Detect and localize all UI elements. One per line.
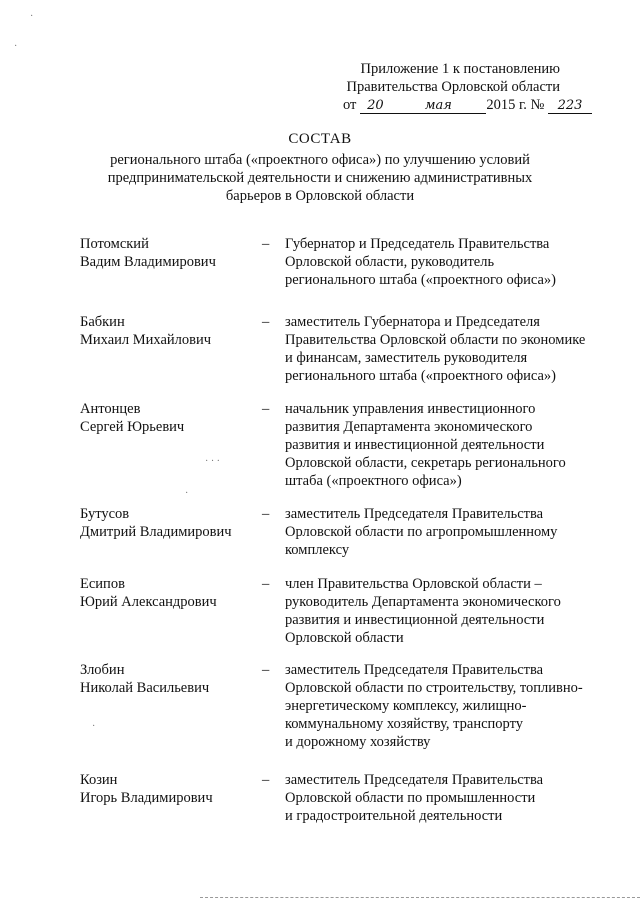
role-line: Орловской области, секретарь регионального: [285, 455, 566, 471]
decree-number-handwritten: 223: [548, 99, 592, 114]
role-line: заместитель Председателя Правительства: [285, 772, 544, 788]
role-line: Губернатор и Председатель Правительства: [285, 236, 550, 252]
member-dash: –: [262, 314, 270, 330]
appendix-line-2: Правительства Орловской области: [346, 79, 560, 95]
member-name: [80, 771, 255, 807]
title-subtitle-line: предпринимательской деятельности и снижению административных: [107, 170, 533, 186]
member-given-names: Вадим Владимирович: [80, 254, 216, 270]
scan-speck: ·: [185, 488, 189, 499]
member-given-names: Михаил Михайлович: [80, 332, 212, 348]
member-dash: –: [262, 662, 270, 678]
role-line: Орловской области: [285, 630, 404, 646]
role-line: член Правительства Орловской области –: [285, 576, 542, 592]
page-bottom-edge: [200, 897, 640, 898]
scan-speck: ·: [30, 11, 34, 22]
member-role: [285, 505, 610, 559]
member-dash: –: [262, 576, 270, 592]
member-surname: Есипов: [80, 576, 125, 592]
member-dash: –: [262, 772, 270, 788]
date-prefix: от: [342, 97, 357, 113]
member-given-names: Николай Васильевич: [80, 680, 210, 696]
member-name: [80, 400, 255, 436]
role-line: и финансам, заместитель руководителя: [285, 350, 528, 366]
scan-speck: ·: [92, 721, 96, 732]
role-line: регионального штаба («проектного офиса»): [285, 368, 556, 384]
title-heading: СОСТАВ: [288, 131, 352, 147]
member-surname: Бабкин: [80, 314, 125, 330]
member-surname: Потомский: [80, 236, 149, 252]
role-line: заместитель Председателя Правительства: [285, 662, 544, 678]
role-line: Орловской области, руководитель: [285, 254, 495, 270]
member-role: [285, 400, 610, 490]
role-line: Правительства Орловской области по экономике: [285, 332, 586, 348]
member-surname: Злобин: [80, 662, 125, 678]
member-surname: Козин: [80, 772, 118, 788]
member-name: [80, 575, 255, 611]
member-name: [80, 661, 255, 697]
role-line: энергетическому комплексу, жилищно-: [285, 698, 527, 714]
role-line: регионального штаба («проектного офиса»): [285, 272, 556, 288]
member-given-names: Юрий Александрович: [80, 594, 217, 610]
member-name: [80, 505, 255, 541]
role-line: и градостроительной деятельности: [285, 808, 503, 824]
scan-speck: · · ·: [205, 456, 220, 467]
title-subtitle-line: регионального штаба («проектного офиса») по улучшению условий: [110, 152, 530, 168]
member-name: [80, 235, 255, 271]
role-line: Орловской области по промышленности: [285, 790, 536, 806]
role-line: руководитель Департамента экономического: [285, 594, 561, 610]
title-subtitle-line: барьеров в Орловской области: [225, 188, 415, 204]
role-line: развития Департамента экономического: [285, 419, 533, 435]
member-dash: –: [262, 236, 270, 252]
role-line: Орловской области по агропромышленному: [285, 524, 558, 540]
role-line: коммунальному хозяйству, транспорту: [285, 716, 523, 732]
role-line: штаба («проектного офиса»): [285, 473, 462, 489]
member-role: [285, 235, 610, 289]
role-line: и дорожному хозяйству: [285, 734, 431, 750]
role-line: заместитель Губернатора и Председателя: [285, 314, 540, 330]
member-role: [285, 661, 610, 751]
member-given-names: Дмитрий Владимирович: [80, 524, 232, 540]
member-dash: –: [262, 401, 270, 417]
role-line: комплексу: [285, 542, 350, 558]
member-given-names: Игорь Владимирович: [80, 790, 213, 806]
date-day-handwritten: 20: [360, 99, 390, 114]
role-line: заместитель Председателя Правительства: [285, 506, 544, 522]
year-text: 2015 г. №: [486, 97, 545, 113]
role-line: Орловской области по строительству, топливно-: [285, 680, 583, 696]
member-dash: –: [262, 506, 270, 522]
member-role: [285, 771, 610, 825]
member-given-names: Сергей Юрьевич: [80, 419, 185, 435]
role-line: развития и инвестиционной деятельности: [285, 437, 545, 453]
role-line: начальник управления инвестиционного: [285, 401, 536, 417]
member-surname: Бутусов: [80, 506, 130, 522]
member-name: [80, 313, 255, 349]
document-title: [60, 130, 580, 205]
scan-speck: ·: [14, 41, 18, 52]
appendix-date-line: [343, 96, 592, 114]
member-surname: Антонцев: [80, 401, 141, 417]
appendix-line-1: Приложение 1 к постановлению: [360, 61, 560, 77]
role-line: развития и инвестиционной деятельности: [285, 612, 545, 628]
member-role: [285, 313, 610, 385]
date-month-handwritten: мая: [390, 99, 486, 114]
member-role: [285, 575, 610, 647]
